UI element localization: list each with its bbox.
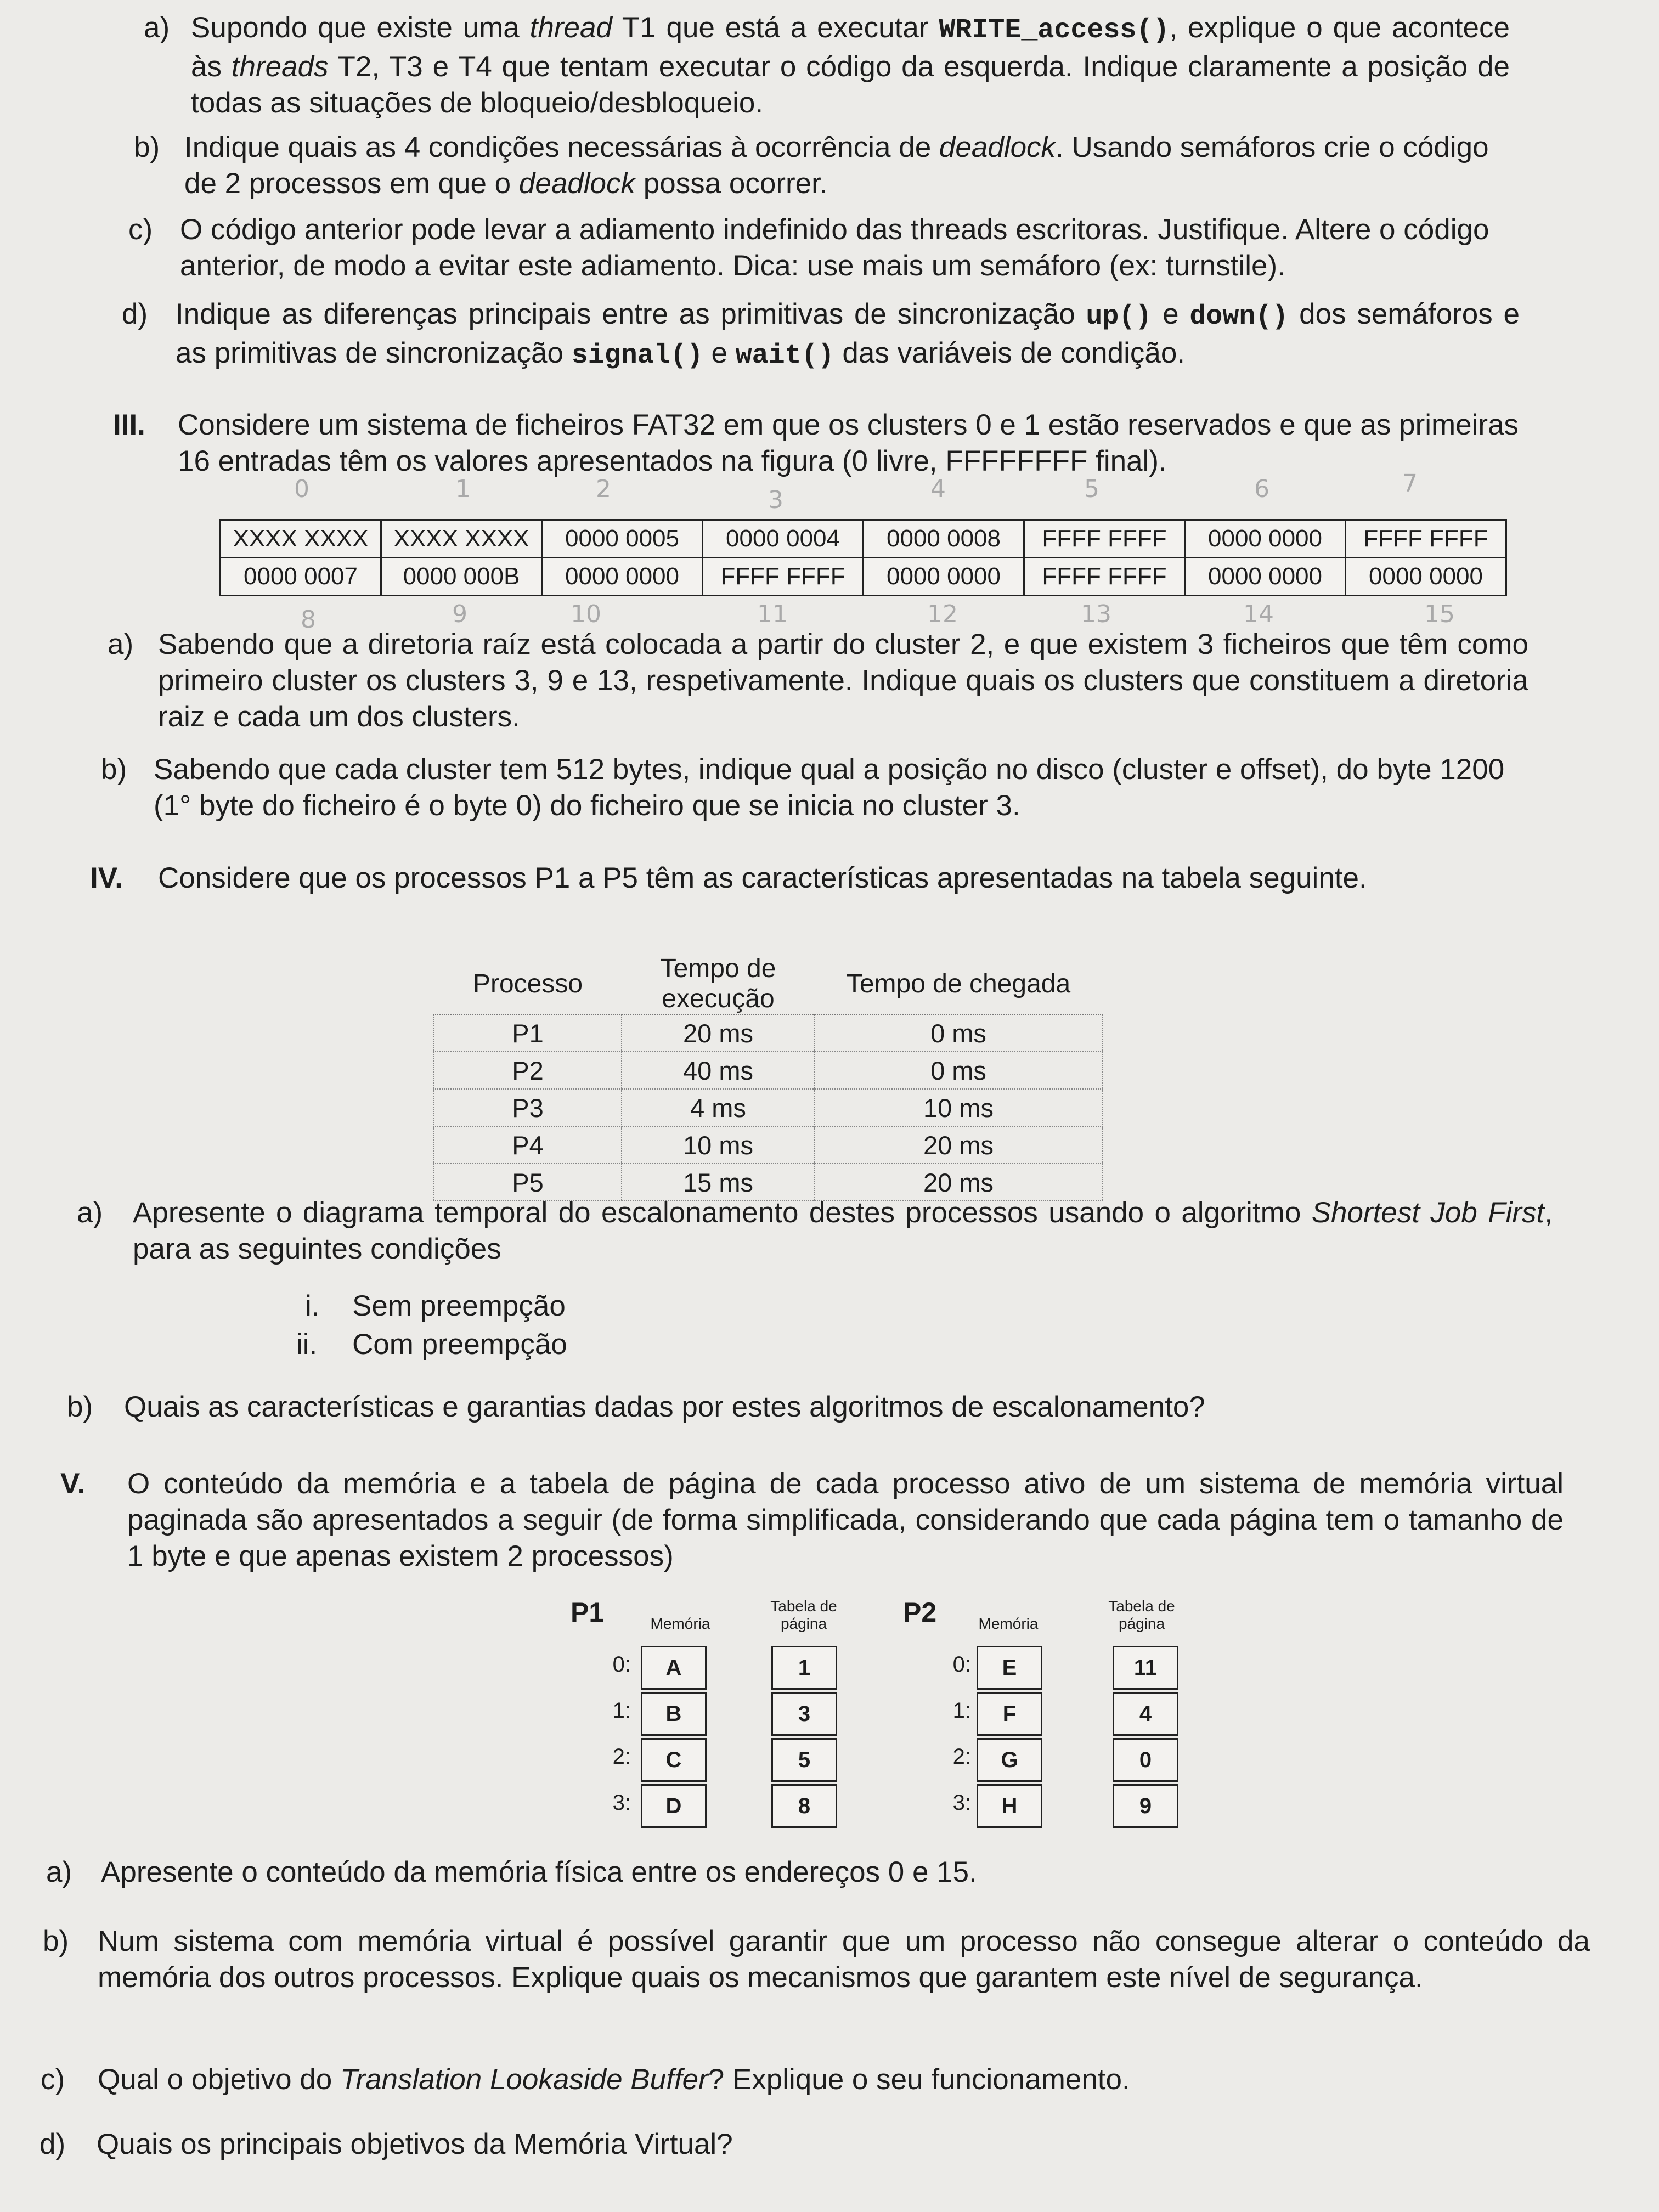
table-cell: P5	[434, 1164, 622, 1201]
fat-cell: 0000 0000	[864, 558, 1024, 596]
fat-row	[221, 520, 1506, 558]
fat-cell: FFFF FFFF	[1024, 520, 1185, 558]
table-cell: 0 ms	[815, 1052, 1102, 1089]
index-label: 0:	[952, 1652, 971, 1677]
memory-cell: E	[977, 1646, 1042, 1690]
page-table-cell: 1	[771, 1646, 837, 1690]
fat-cell: FFFF FFFF	[1024, 558, 1185, 596]
table-row	[434, 1126, 1102, 1164]
pencil-mark: 4	[930, 475, 946, 503]
pencil-mark: 10	[571, 600, 601, 628]
label: a)	[144, 12, 170, 44]
fat-cell: 0000 0005	[542, 520, 703, 558]
p1-label: P1	[571, 1597, 605, 1628]
question-V-d: d) Quais os principais objetivos da Memória Virtual?	[40, 2128, 733, 2160]
question-II-b: b) Indique quais as 4 condições necessárias à ocorrência de deadlock. Usando semáforos crie o código de 2 processos em que o deadlock possa ocorrer.	[134, 131, 1489, 200]
table-cell: P4	[434, 1126, 622, 1164]
fat-cell: 0000 0007	[221, 558, 381, 596]
page-table-cell: 8	[771, 1784, 837, 1828]
table-cell: P2	[434, 1052, 622, 1089]
index-label: 0:	[612, 1652, 631, 1677]
page-table-cell: 11	[1113, 1646, 1178, 1690]
page-table-cell: 4	[1113, 1692, 1178, 1736]
index-label: 2:	[952, 1745, 971, 1769]
page-table-cell: 3	[771, 1692, 837, 1736]
process-table-header	[434, 953, 1102, 1014]
table-cell: 10 ms	[622, 1126, 815, 1164]
table-cell: 4 ms	[622, 1089, 815, 1126]
pencil-mark: 9	[452, 600, 467, 628]
page-table-cell: 5	[771, 1738, 837, 1782]
table-cell: 40 ms	[622, 1052, 815, 1089]
table-row	[434, 1052, 1102, 1089]
fat-cell: XXXX XXXX	[221, 520, 381, 558]
question-II-d: d) Indique as diferenças principais entre as primitivas de sincronização up() e down() dos semáforos e as primitivas de sincronização signal() e wait() das variáveis de condição.	[122, 298, 1520, 371]
pencil-mark: 2	[596, 475, 611, 503]
pencil-mark: 14	[1243, 600, 1274, 628]
fat-cell: 0000 0000	[1185, 520, 1346, 558]
column-header: Tempo de execução	[622, 953, 815, 1014]
p2-label: P2	[903, 1597, 937, 1628]
pencil-mark: 12	[927, 600, 958, 628]
table-row	[434, 1089, 1102, 1126]
question-II-a: a) Supondo que existe uma thread T1 que está a executar WRITE_access(), explique o que acontece às threads T2, T3 e T4 que tentam executar o código da esquerda. Indique claramente a posição de todas as situações de bloqueio/desbloqueio.	[144, 10, 1510, 121]
fat-cell: 0000 000B	[381, 558, 542, 596]
table-cell: 20 ms	[622, 1014, 815, 1052]
fat-row	[221, 558, 1506, 596]
question-IV-b: b) Quais as características e garantias dadas por estes algoritmos de escalonamento?	[67, 1391, 1205, 1423]
question-III: III. Considere um sistema de ficheiros FAT32 em que os clusters 0 e 1 estão reservados e que as primeiras 16 entradas têm os valores apresentados na figura (0 livre, FFFFFFFF final).	[113, 409, 1519, 477]
fat-cell: 0000 0004	[703, 520, 864, 558]
page-table-cell: 9	[1113, 1784, 1178, 1828]
question-III-b: b) Sabendo que cada cluster tem 512 bytes, indique qual a posição no disco (cluster e offset), do byte 1200 (1° byte do ficheiro é o byte 0) do ficheiro que se inicia no cluster 3.	[101, 753, 1505, 822]
index-label: 3:	[612, 1791, 631, 1815]
memory-cell: F	[977, 1692, 1042, 1736]
fat-cell: 0000 0000	[1346, 558, 1506, 596]
memory-cell: C	[641, 1738, 707, 1782]
pencil-mark: 0	[294, 475, 309, 503]
memory-cell: B	[641, 1692, 707, 1736]
memory-cell: G	[977, 1738, 1042, 1782]
question-IV-a: a) Apresente o diagrama temporal do escalonamento destes processos usando o algoritmo Shortest Job First, para as seguintes condições	[77, 1197, 1553, 1265]
table-cell: 15 ms	[622, 1164, 815, 1201]
index-label: 1:	[612, 1699, 631, 1723]
question-III-a: a) Sabendo que a diretoria raíz está colocada a partir do cluster 2, e que existem 3 ficheiros que têm como primeiro cluster os clusters 3, 9 e 13, respetivamente. Indique quais os clusters que constituem a diretoria raiz e cada um dos clusters.	[108, 628, 1528, 733]
question-V: V. O conteúdo da memória e a tabela de página de cada processo ativo de um sistema de memória virtual paginada são apresentados a seguir (de forma simplificada, considerando que cada página tem o tamanho de 1 byte e que apenas existem 2 processos)	[60, 1468, 1564, 1572]
pencil-mark: 15	[1424, 600, 1455, 628]
table-cell: 0 ms	[815, 1014, 1102, 1052]
pencil-mark: 13	[1081, 600, 1111, 628]
fat-cell: 0000 0000	[542, 558, 703, 596]
memory-cell: D	[641, 1784, 707, 1828]
fat-cell: FFFF FFFF	[1346, 520, 1506, 558]
table-cell: P3	[434, 1089, 622, 1126]
column-header: Processo	[434, 953, 622, 1014]
column-header: Tempo de chegada	[815, 953, 1102, 1014]
fat-cell: FFFF FFFF	[703, 558, 864, 596]
p1-page-table-caption: Tabela de página	[770, 1598, 837, 1632]
fat-cell: 0000 0000	[1185, 558, 1346, 596]
process-table	[433, 953, 1103, 1201]
pencil-mark: 11	[757, 600, 788, 628]
table-cell: 10 ms	[815, 1089, 1102, 1126]
table-cell: 20 ms	[815, 1164, 1102, 1201]
memory-cell: H	[977, 1784, 1042, 1828]
question-V-b: b) Num sistema com memória virtual é possível garantir que um processo não consegue alterar o conteúdo da memória dos outros processos. Explique quais os mecanismos que garantem este nível de segurança.	[43, 1925, 1590, 1994]
pencil-mark: 8	[301, 606, 316, 634]
table-row	[434, 1014, 1102, 1052]
question-IV-a-ii: ii. Com preempção	[296, 1328, 567, 1361]
table-cell: P1	[434, 1014, 622, 1052]
question-V-a: a) Apresente o conteúdo da memória física entre os endereços 0 e 15.	[46, 1856, 977, 1888]
p1-memory-caption: Memória	[650, 1615, 710, 1632]
index-label: 1:	[952, 1699, 971, 1723]
pencil-mark: 6	[1254, 475, 1269, 503]
pencil-mark: 3	[768, 486, 783, 514]
p2-page-table-caption: Tabela de página	[1108, 1598, 1175, 1632]
pencil-mark: 5	[1084, 475, 1099, 503]
question-V-c: c) Qual o objetivo do Translation Lookaside Buffer? Explique o seu funcionamento.	[41, 2063, 1130, 2096]
question-II-c: c) O código anterior pode levar a adiamento indefinido das threads escritoras. Justifique. Altere o código anterior, de modo a evitar este adiamento. Dica: use mais um semáforo (ex: turnstile).	[128, 213, 1489, 282]
pencil-mark: 7	[1402, 470, 1418, 498]
memory-cell: A	[641, 1646, 707, 1690]
table-cell: 20 ms	[815, 1126, 1102, 1164]
question-IV-a-i: i. Sem preempção	[305, 1290, 566, 1322]
page-table-cell: 0	[1113, 1738, 1178, 1782]
index-label: 3:	[952, 1791, 971, 1815]
fat-cell: XXXX XXXX	[381, 520, 542, 558]
fat-table	[219, 519, 1507, 596]
p2-memory-caption: Memória	[978, 1615, 1039, 1632]
fat-cell: 0000 0008	[864, 520, 1024, 558]
index-label: 2:	[612, 1745, 631, 1769]
pencil-mark: 1	[455, 475, 471, 503]
question-IV: IV. Considere que os processos P1 a P5 têm as características apresentadas na tabela seguinte.	[90, 862, 1367, 894]
